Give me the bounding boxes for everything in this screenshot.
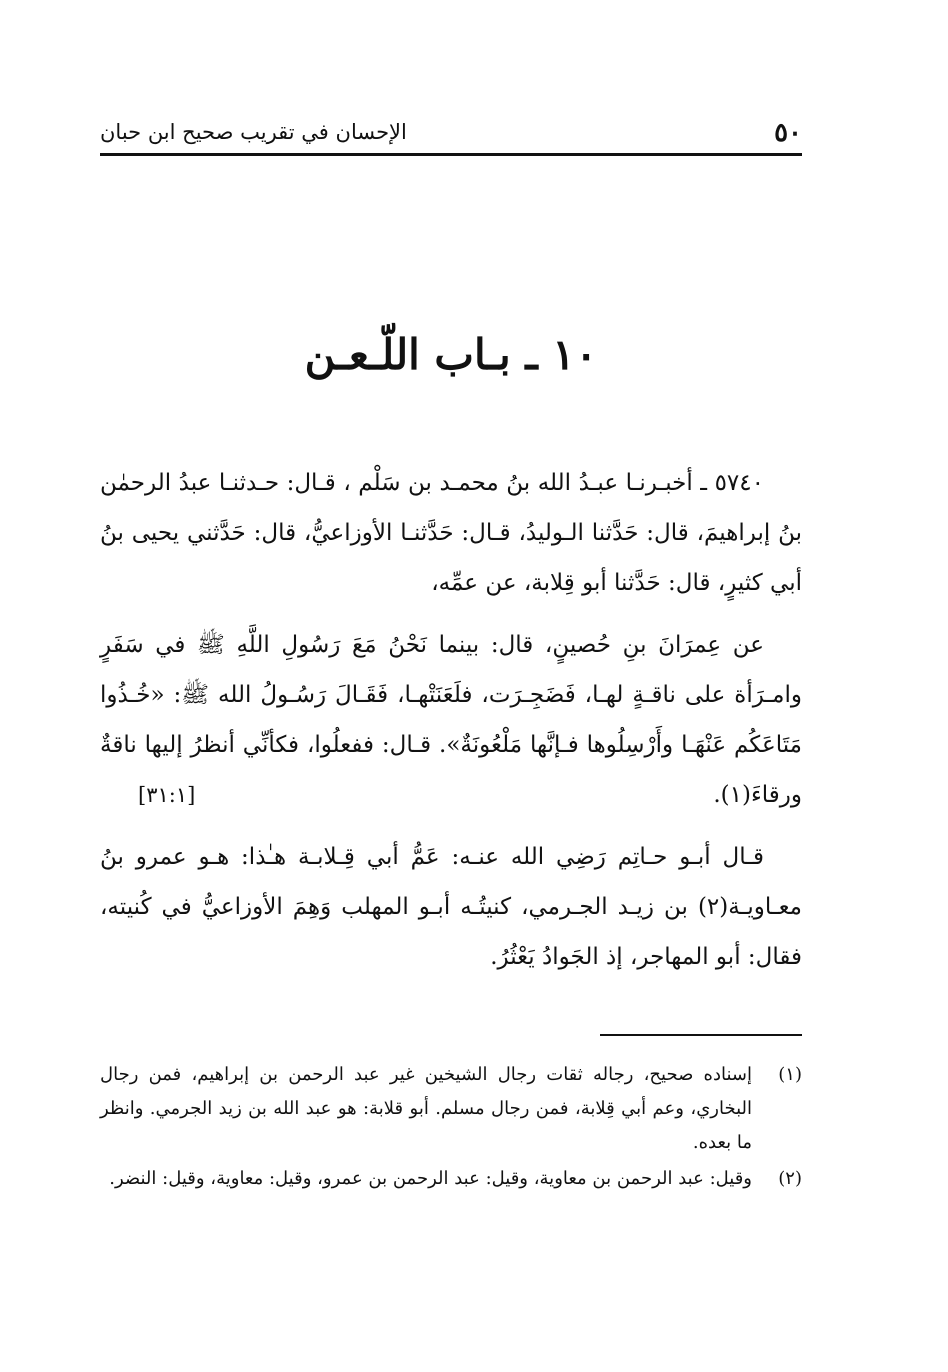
commentary-paragraph: قـال أبـو حـاتِم رَضِي الله عنـه: عَمُّ أبي قِـلابـة هـٰذا: هـو عمرو بنُ معـاويـة(٢) بن زيـد الجـرمي، كنيتُـه أبـو المهلب وَهِمَ الأوزاعيُّ في كُنيته، فقال: أبو المهاجر، إذ الجَوادُ يَعْثُرُ.	[100, 844, 802, 970]
footnote-1	[100, 1058, 802, 1160]
footnote-text: إسناده صحيح، رجاله ثقات رجال الشيخين غير عبد الرحمن بن إبراهيم، فمن رجال البخاري، وعم أبي قِلابة، فمن رجال مسلم. أبو قلابة: هو عبد الله بن زيد الجرمي. وانظر ما بعده.	[100, 1064, 752, 1153]
chapter-title: ١٠ ـ بـاب اللّـعـن	[304, 330, 598, 379]
footnote-divider	[600, 1034, 802, 1036]
footnote-2	[100, 1162, 802, 1196]
running-title: الإحسان في تقريب صحيح ابن حبان	[100, 120, 407, 144]
hadith-text: عن عِمرَانَ بنِ حُصينٍ، قال: بينما نَحْنُ مَعَ رَسُولِ اللَّهِ ﷺ في سَفَرٍ وامـرَأة على ناقـةٍ لهـا، فَضَجِـرَت، فلَعَنَتْهـا، فَقَـالَ رَسُـولُ الله ﷺ: «خُـذُوا مَتَاعَكُم عَنْهَـا وأَرْسِلُوها فـإنَّها مَلْعُونَةٌ». قـال: ففعلُوا، فكأنِّي أنظرُ إليها ناقةٌ ورقاءَ(١).	[100, 632, 802, 808]
footnotes	[100, 1058, 802, 1198]
hadith-chain-paragraph: ٥٧٤٠ ـ أخبـرنـا عبـدُ الله بنُ محمـد بن سَلْم ، قـال: حـدثنـا عبدُ الرحمٰن بنُ إبراهيمَ، قال: حَدَّثنا الـوليدُ، قـال: حَدَّثنـا الأوزاعيُّ، قال: حَدَّثني يحيى بنُ أبي كثيرٍ، قال: حَدَّثنا أبو قِلابة، عن عمِّه،	[100, 470, 803, 596]
hadith-text-paragraph	[100, 620, 802, 820]
source-reference: [٣١:١]	[138, 783, 196, 807]
page-header	[100, 112, 802, 156]
page-number: ٥٠	[774, 118, 802, 148]
body-text	[100, 458, 802, 994]
footnote-number: (١)	[778, 1064, 802, 1085]
footnote-text: وقيل: عبد الرحمن بن معاوية، وقيل: عبد الرحمن بن عمرو، وقيل: معاوية، وقيل: النضر.	[109, 1168, 752, 1189]
footnote-number: (٢)	[778, 1168, 802, 1189]
